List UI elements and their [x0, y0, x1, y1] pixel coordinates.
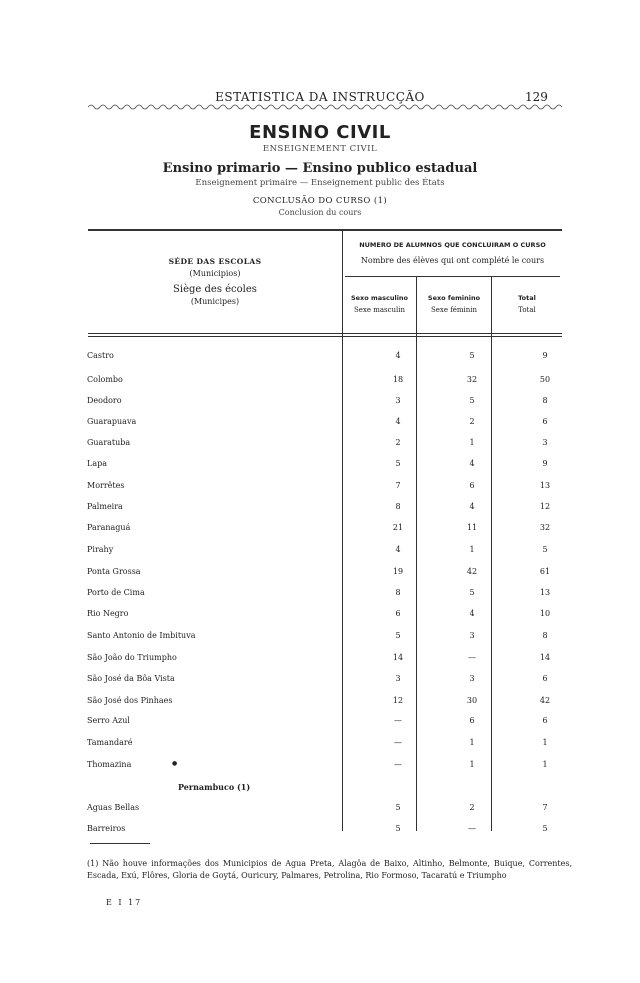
row-male: 19 — [392, 567, 404, 576]
row-male: 14 — [392, 653, 404, 662]
table-row — [0, 716, 640, 730]
table-row — [0, 481, 640, 495]
table-row — [0, 803, 640, 817]
row-female: 1 — [469, 738, 475, 747]
row-name: Tamandaré — [87, 738, 133, 747]
row-total: 5 — [542, 824, 548, 833]
table-row — [0, 653, 640, 667]
row-female: 3 — [469, 674, 475, 683]
row-name: Paranaguá — [87, 523, 131, 532]
row-total: 6 — [542, 674, 548, 683]
row-male: 8 — [395, 502, 401, 511]
subtitle-fr: Enseignement primaire — Enseignement public des États — [195, 178, 445, 188]
group-underline — [345, 276, 560, 277]
row-female: 5 — [469, 351, 475, 360]
col-school-header — [88, 256, 342, 308]
state-subheading — [0, 782, 640, 796]
row-name: São José dos Pinhaes — [87, 696, 173, 705]
footnote-rule — [90, 843, 150, 844]
col-male-pt: Sexo masculino — [350, 294, 409, 302]
row-female: 3 — [469, 631, 475, 640]
main-title-fr: ENSEIGNEMENT CIVIL — [262, 144, 378, 154]
table-row — [0, 396, 640, 410]
row-male: 5 — [395, 803, 401, 812]
row-name: Thomazina — [87, 760, 132, 769]
signature-mark: E I 17 — [106, 898, 143, 907]
row-female: 1 — [469, 760, 475, 769]
row-male: 4 — [395, 545, 401, 554]
row-female: 32 — [466, 375, 478, 384]
group-header-fr: Nombre des élèves qui ont complété le cours — [360, 256, 545, 265]
table-row — [0, 824, 640, 838]
row-total: 8 — [542, 396, 548, 405]
col-female-pt: Sexo feminino — [427, 294, 481, 302]
row-total: 32 — [539, 523, 551, 532]
subtitle: Ensino primario — Ensino publico estadual — [162, 161, 478, 176]
row-name: Pirahy — [87, 545, 114, 554]
row-name: Ponta Grossa — [87, 567, 141, 576]
row-total: 12 — [539, 502, 551, 511]
section-title: CONCLUSÃO DO CURSO (1) — [252, 196, 388, 206]
row-total: 1 — [542, 760, 548, 769]
row-name: Guaratuba — [87, 438, 131, 447]
col-total-fr: Total — [518, 306, 536, 314]
page-number: 129 — [525, 90, 548, 104]
row-female: 6 — [469, 716, 475, 725]
row-total: 10 — [539, 609, 551, 618]
section-title-fr: Conclusion du cours — [278, 208, 362, 217]
row-male: 3 — [395, 674, 401, 683]
col-male-header — [343, 292, 416, 316]
row-total: 9 — [542, 351, 548, 360]
row-name: Barreiros — [87, 824, 126, 833]
row-name: Rio Negro — [87, 609, 129, 618]
table-row — [0, 738, 640, 752]
row-total: 61 — [539, 567, 551, 576]
row-female: 11 — [466, 523, 478, 532]
row-male: 12 — [392, 696, 404, 705]
table-top-rule — [88, 229, 562, 231]
table-row — [0, 351, 640, 365]
table-row — [0, 545, 640, 559]
col-female-fr: Sexe féminin — [430, 306, 478, 314]
row-total: 6 — [542, 716, 548, 725]
row-female: 4 — [469, 459, 475, 468]
table-row — [0, 631, 640, 645]
row-total: 1 — [542, 738, 548, 747]
main-title: ENSINO CIVIL — [249, 122, 391, 143]
row-male: 3 — [395, 396, 401, 405]
row-male: 18 — [392, 375, 404, 384]
row-female: 42 — [466, 567, 478, 576]
col-school-pt: SÉDE DAS ESCOLAS — [168, 257, 262, 266]
col-school-fr-sub: (Municipes) — [190, 297, 240, 306]
table-row — [0, 502, 640, 516]
row-female: 2 — [469, 803, 475, 812]
row-male: 5 — [395, 824, 401, 833]
table-row — [0, 760, 640, 774]
table-row — [0, 696, 640, 710]
row-male: 5 — [395, 459, 401, 468]
row-name: Aguas Bellas — [87, 803, 140, 812]
table-row — [0, 459, 640, 473]
col-total-pt: Total — [518, 294, 536, 302]
group-header-pt: NUMERO DE ALUMNOS QUE CONCLUIRAM O CURSO — [359, 241, 546, 249]
row-male: 5 — [395, 631, 401, 640]
col-female-header — [417, 292, 491, 316]
row-total: 8 — [542, 631, 548, 640]
footnote: (1) Não houve informações dos Municipios de Agua Preta, Alagôa de Baixo, Altinho, Belmonte, Buique, Correntes, Escada, Exú, Flôres, Gloria de Goytá, Ouricury, Palmares, Petrolina, Rio Formoso, Tacaratú e Triumpho — [87, 859, 572, 880]
row-male: — — [394, 716, 402, 725]
row-total: 13 — [539, 588, 551, 597]
subheading-label: Pernambuco (1) — [178, 782, 251, 792]
table-row — [0, 674, 640, 688]
row-female: 1 — [469, 438, 475, 447]
row-female: 4 — [469, 502, 475, 511]
table-row — [0, 375, 640, 389]
table-row — [0, 523, 640, 537]
row-male: 4 — [395, 417, 401, 426]
row-total: 14 — [539, 653, 551, 662]
row-male: 6 — [395, 609, 401, 618]
row-female: — — [468, 824, 476, 833]
row-male: 4 — [395, 351, 401, 360]
row-name: Santo Antonio de Imbituva — [87, 631, 196, 640]
row-total: 9 — [542, 459, 548, 468]
row-total: 7 — [542, 803, 548, 812]
row-name: Castro — [87, 351, 114, 360]
row-female: 1 — [469, 545, 475, 554]
row-female: 6 — [469, 481, 475, 490]
bullet-mark: ● — [172, 760, 178, 767]
table-row — [0, 567, 640, 581]
row-total: 50 — [539, 375, 551, 384]
row-male: — — [394, 760, 402, 769]
row-male: — — [394, 738, 402, 747]
row-name: São José da Bôa Vista — [87, 674, 175, 683]
row-total: 42 — [539, 696, 551, 705]
row-name: Serro Azul — [87, 716, 130, 725]
wavy-rule — [88, 103, 563, 111]
row-name: Lapa — [87, 459, 107, 468]
table-row — [0, 588, 640, 602]
row-male: 2 — [395, 438, 401, 447]
row-female: 5 — [469, 396, 475, 405]
row-male: 21 — [392, 523, 404, 532]
row-female: 4 — [469, 609, 475, 618]
row-female: 5 — [469, 588, 475, 597]
col-school-pt-sub: (Municipios) — [189, 269, 241, 278]
row-name: Morrêtes — [87, 481, 125, 490]
running-title: ESTATISTICA DA INSTRUCÇÃO — [215, 90, 425, 104]
row-total: 6 — [542, 417, 548, 426]
col-school-fr: Siège des écoles — [173, 284, 257, 295]
row-female: 2 — [469, 417, 475, 426]
col-total-header — [492, 292, 562, 316]
row-name: Colombo — [87, 375, 123, 384]
row-name: Guarapuava — [87, 417, 137, 426]
row-female: 30 — [466, 696, 478, 705]
row-female: — — [468, 653, 476, 662]
table-row — [0, 417, 640, 431]
row-male: 8 — [395, 588, 401, 597]
table-row — [0, 609, 640, 623]
row-name: São João do Triumpho — [87, 653, 177, 662]
row-total: 3 — [542, 438, 548, 447]
row-name: Porto de Cima — [87, 588, 145, 597]
table-row — [0, 438, 640, 452]
row-name: Palmeira — [87, 502, 123, 511]
col-male-fr: Sexe masculin — [353, 306, 406, 314]
row-male: 7 — [395, 481, 401, 490]
row-total: 5 — [542, 545, 548, 554]
row-name: Deodoro — [87, 396, 122, 405]
row-total: 13 — [539, 481, 551, 490]
